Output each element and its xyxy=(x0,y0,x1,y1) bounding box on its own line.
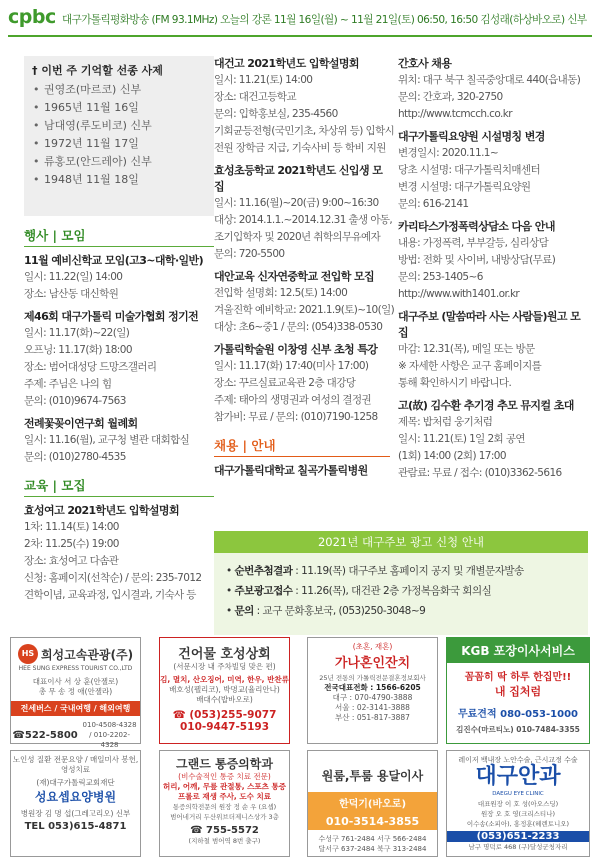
ad-seongyosep[interactable]: 노인성 질환 전문요양 / 매일미사 봉헌, 영성치료 (재)대구가톨릭교회재단 성요셉요양병원 병원장 김 명 섭(그레고리오) 신부 TEL 053)615-4871 xyxy=(10,750,141,857)
memorial-name: • 류홍모(안드레아) 신부 xyxy=(32,153,208,170)
notice-line: 문의: 입학홍보실, 235-4560 xyxy=(214,108,338,120)
memorial-date: • 1965년 11월 16일 xyxy=(32,99,208,116)
memorial-box xyxy=(24,56,214,216)
notice-line: 기회균등전형(국민기초, 차상위 등) 입학시 xyxy=(214,125,395,137)
notice-heading: 제46회 대구가톨릭 미술가협회 정기전 xyxy=(24,310,199,323)
memorial-list xyxy=(32,81,208,188)
notice-heading: 고(故) 김수환 추기경 추모 뮤지컬 초대 xyxy=(398,399,574,412)
notice-line: 변경일시: 2020.11.1~ xyxy=(398,147,499,159)
memorial-title: † 이번 주 기억할 선종 사제 xyxy=(32,64,163,77)
notice-line: ※ 자세한 사항은 교구 홈페이지를 xyxy=(398,360,542,372)
notice-line: 겨울진학 예비학교: 2021.1.9(토)~10(일) xyxy=(214,304,395,316)
notice-line: 견학이념, 교육과정, 입시결과, 기숙사 등 xyxy=(24,589,196,601)
notice-line: 일시: 11.17(화) 17:40(미사 17:00) xyxy=(214,360,369,372)
notice-line: 1차: 11.14(토) 14:00 xyxy=(24,521,119,533)
notice-line: 장소: 효성여고 다솜관 xyxy=(24,555,119,567)
notice-line: 마감: 12.31(목), 메일 또는 방문 xyxy=(398,343,535,355)
memorial-date: • 1948년 11월 18일 xyxy=(32,171,208,188)
notice-block xyxy=(214,342,390,426)
ad-notice-item: • 주보광고접수 : 11.26(목), 대건관 2층 가정복음화국 회의실 xyxy=(226,585,492,597)
notice-line: 장소: 대건고등학교 xyxy=(214,91,297,103)
notice-line: 주제: 태아의 생명권과 여성의 결정권 xyxy=(214,394,372,406)
memorial-name: • 권영조(마르코) 신부 xyxy=(32,81,208,98)
notice-block xyxy=(214,163,393,263)
notice-block xyxy=(24,253,214,303)
notice-heading: 대건고 2021학년도 입학설명회 xyxy=(214,57,359,70)
notice-heading: 전례꽃꽂이연구회 월례회 xyxy=(24,417,138,430)
notice-line: 전입학 설명회: 12.5(토) 14:00 xyxy=(214,287,348,299)
notice-line: 신청: 홈페이지(선착순) / 문의: 235-7012 xyxy=(24,572,202,584)
notice-line: 일시: 11.21(토) 1일 2회 공연 xyxy=(398,433,525,445)
section-jobs: 채용 | 안내 xyxy=(214,436,390,457)
left-column xyxy=(24,56,214,610)
notice-line: 제목: 밥처럼 웅기처럼 xyxy=(398,416,493,428)
notice-block xyxy=(398,309,588,392)
header xyxy=(0,0,600,40)
cpbc-logo: cpbc xyxy=(8,6,56,28)
notice-line: 변경 시설명: 대구가톨릭요양원 xyxy=(398,181,531,193)
ad-hosung[interactable]: 건어물 호성상회 (서문시장 내 주차빌딩 맞은 편) 김, 멸치, 산오징어, 미역, 한우, 반찬류 배호성(펠리코), 박명교(율리안나) 배대수(밥바오로) ☎ (053)255-9077 010-9447-5193 xyxy=(159,637,290,744)
education-list xyxy=(24,503,214,604)
notice-block xyxy=(214,269,395,336)
right-column xyxy=(398,56,588,488)
notice-block xyxy=(24,503,214,604)
notice-block xyxy=(398,129,588,213)
notice-block xyxy=(24,309,214,410)
notice-line: 장소: 범어대성당 드망즈갤러리 xyxy=(24,361,157,373)
notice-line: 대상: 2014.1.1.~2014.12.31 출생 아동, xyxy=(214,214,393,226)
notice-line: 대상: 초6~중1 / 문의: (054)338-0530 xyxy=(214,321,383,333)
events-list xyxy=(24,253,214,466)
notice-block xyxy=(398,398,588,482)
notice-heading: 대안교육 신자연중학교 전입학 모집 xyxy=(214,270,375,283)
notice-block xyxy=(398,56,588,123)
notice-heading: 대구주보 (말씀따라 사는 사람들)원고 모집 xyxy=(398,310,581,339)
notice-line: 문의: 간호과, 320-2750 xyxy=(398,91,503,103)
notice-heading: 가톨릭학술원 이창영 신부 초청 특강 xyxy=(214,343,378,356)
notice-line: 문의: (010)2780-4535 xyxy=(24,451,126,463)
notice-list xyxy=(398,56,588,482)
ad-notice-list xyxy=(214,553,588,621)
notice-block xyxy=(398,219,588,303)
ad-daegu-eye[interactable]: 레이저 백내장 노안수술, 근시교정 수술 대구안과 DAEGU EYE CLINIC 대표원장 이 호 성(아오스딩) 원장 오 호 영(크리스티나) 이수송(소피아), 홍정훈(헤렌토니오) (053)651-2233 남구 명덕로 468 (구)달성군청자리 xyxy=(446,750,590,857)
ad-notice-title: 2021년 대구주보 광고 신청 안내 xyxy=(214,531,588,553)
ad-kgb[interactable]: KGB 포장이사서비스 꼼꼼히 딱 하루 한집만!! 내 집처럼 무료견적 080-053-1000 김진수(마르티노) 010-7484-3355 xyxy=(446,637,590,744)
ad-moving[interactable]: 원룸,투룸 용달이사 한덕기(바오로) 010-3514-3855 수성구 761-2484 서구 566-2484 달서구 637-2484 북구 313-2484 xyxy=(307,750,438,857)
notice-line: 문의: (010)9674-7563 xyxy=(24,395,126,407)
notice-line: 당초 시설명: 대구가톨릭치매센터 xyxy=(398,164,541,176)
notice-block xyxy=(214,56,395,157)
notice-line: http://www.with1401.or.kr xyxy=(398,288,520,300)
notice-line: 일시: 11.16(월), 교구청 별관 대회합실 xyxy=(24,434,190,446)
notice-line: 방법: 전화 및 사이버, 내방상담(무료) xyxy=(398,254,556,266)
notice-line: 장소: 꾸르실료교육관 2층 대강당 xyxy=(214,377,356,389)
notice-heading: 효성초등학교 2021학년도 신입생 모집 xyxy=(214,164,383,193)
notice-line: 일시: 11.16(월)~20(금) 9:00~16:30 xyxy=(214,197,379,209)
notice-heading: 간호사 채용 xyxy=(398,57,452,70)
notice-line: (1회) 14:00 (2회) 17:00 xyxy=(398,450,506,462)
notice-line: 2차: 11.25(수) 19:00 xyxy=(24,538,119,550)
notice-line: 참가비: 무료 / 문의: (010)7190-1258 xyxy=(214,411,378,423)
notice-line: 문의: 616-2141 xyxy=(398,198,469,210)
notice-line: http://www.tcmcch.co.kr xyxy=(398,108,512,120)
notice-line: 장소: 남산동 대신학원 xyxy=(24,288,119,300)
notice-line: 통해 확인하시기 바랍니다. xyxy=(398,377,512,389)
section-events: 행사 | 모임 xyxy=(24,226,214,247)
heesung-logo-icon: HS xyxy=(18,644,38,664)
notice-line: 내용: 가정폭력, 부부갈등, 심리상담 xyxy=(398,237,549,249)
broadcast-schedule: 대구가톨릭평화방송 (FM 93.1MHz) 오늘의 강론 11월 16일(월) ~ 11월 21일(토) 06:50, 16:50 김성래(하상바오로) 신부 xyxy=(62,14,587,26)
ad-notice-box xyxy=(214,531,588,635)
notice-line: 관람료: 무료 / 접수: (010)3362-5616 xyxy=(398,467,562,479)
ad-notice-item: • 순번추첨결과 : 11.19(목) 대구주보 홈페이지 공지 및 개별문자발송 xyxy=(226,565,524,577)
school-list xyxy=(214,56,395,426)
ad-notice-item: • 문의 : 교구 문화홍보국, (053)250-3048~9 xyxy=(226,605,426,617)
notice-line: 조기입학자 및 2020년 취학의무유예자 xyxy=(214,231,381,243)
memorial-name: • 남대영(루도비코) 신부 xyxy=(32,117,208,134)
notice-block xyxy=(24,416,214,466)
notice-heading: 대구가톨릭요양원 시설명칭 변경 xyxy=(398,130,545,143)
notice-heading: 카리타스가정폭력상담소 다음 안내 xyxy=(398,220,555,233)
ad-gana[interactable]: (초혼, 재혼) 가나혼인잔치 25년 전통의 가톨릭전문결혼정보회사 전국대표전화 : 1566-6205 대구 : 070-4790-3888 서울 : 02-3141-3888 부산 : 051-817-3887 xyxy=(307,637,438,744)
ad-grand-clinic[interactable]: 그랜드 통증의학과 (비수술적인 통증 치료 전문) 허리, 어깨, 무릎 관절통, 스포츠 통증 프롤로 재생 주사, 도수 치료 통증의학전문의 원장 정 순 우 (요셉) 범어네거리 두산위브더제니스상가 3층 ☎ 755-5572 (지하철 범어역 8번 출구) xyxy=(159,750,290,857)
notice-line: 일시: 11.21(토) 14:00 xyxy=(214,74,313,86)
header-divider xyxy=(8,35,592,37)
memorial-date: • 1972년 11월 17일 xyxy=(32,135,208,152)
notice-line: 일시: 11.17(화)~22(일) xyxy=(24,327,130,339)
notice-line: 오프닝: 11.17(화) 18:00 xyxy=(24,344,132,356)
notice-line: 문의: 253-1405~6 xyxy=(398,271,483,283)
notice-line: 문의: 720-5500 xyxy=(214,248,285,260)
notice-line: 일시: 11.22(일) 14:00 xyxy=(24,271,123,283)
notice-line: 주제: 주님은 나의 힘 xyxy=(24,378,112,390)
notice-line: 전원 장학금 지급, 기숙사비 등 학비 지원 xyxy=(214,142,386,154)
notice-heading: 효성여고 2021학년도 입학설명회 xyxy=(24,504,179,517)
section-education: 교육 | 모집 xyxy=(24,476,214,497)
hospital-heading: 대구가톨릭대학교 칠곡가톨릭병원 xyxy=(214,464,368,477)
notice-heading: 11월 예비신학교 모임(고3~대학·일반) xyxy=(24,254,204,267)
notice-line: 위치: 대구 북구 칠곡중앙대로 440(읍내동) xyxy=(398,74,581,86)
middle-column xyxy=(214,56,395,479)
ad-heesung[interactable]: HS 희성고속관광(주) HEE SUNG EXPRESS TOURIST CO.,LTD 대표이사 서 상 훈(안젤로) 총 무 송 정 애(안젤라) 전세버스 / 국내여행 / 해외여행 ☎522-5800 010-4508-4328 / 010-2202-4328 xyxy=(10,637,141,744)
